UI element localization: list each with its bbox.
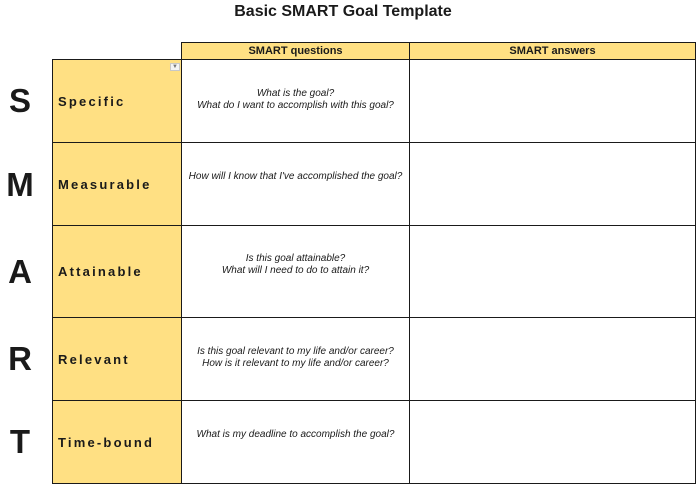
question-line-2: What will I need to do to attain it?	[221, 265, 370, 276]
question-line-1: Is this goal attainable?	[245, 253, 346, 264]
header-smart-questions: SMART questions	[181, 42, 410, 60]
smart-letter-m: M	[6, 166, 34, 203]
answer-cell-time-bound[interactable]	[409, 400, 696, 484]
answer-cell-relevant[interactable]	[409, 317, 696, 401]
label-relevant: Relevant	[52, 317, 182, 401]
chevron-down-icon[interactable]: ▼	[170, 63, 180, 71]
label-attainable: Attainable	[52, 225, 182, 318]
header-smart-answers: SMART answers	[409, 42, 696, 60]
question-line-1: What is my deadline to accomplish the goal?	[196, 429, 395, 440]
question-line-1: How will I know that I've accomplished the goal?	[188, 171, 403, 182]
label-specific: Specific	[52, 59, 182, 143]
question-cell-attainable	[181, 225, 410, 318]
question-line-1: What is the goal?	[256, 88, 335, 99]
question-cell-measurable	[181, 142, 410, 226]
question-line-2: How is it relevant to my life and/or career?	[202, 358, 389, 369]
question-cell-time-bound	[181, 400, 410, 484]
page-title: Basic SMART Goal Template	[234, 3, 452, 20]
label-measurable: Measurable	[52, 142, 182, 226]
answer-cell-measurable[interactable]	[409, 142, 696, 226]
smart-letter-a: A	[8, 253, 32, 290]
question-cell-specific	[181, 59, 410, 143]
smart-letter-r: R	[8, 340, 32, 377]
answer-cell-attainable[interactable]	[409, 225, 696, 318]
answer-cell-specific[interactable]	[409, 59, 696, 143]
smart-letter-s: S	[8, 82, 31, 119]
label-time-bound: Time-bound	[52, 400, 182, 484]
question-line-2: What do I want to accomplish with this goal?	[197, 100, 394, 111]
question-line-1: Is this goal relevant to my life and/or career?	[197, 346, 394, 357]
question-cell-relevant	[181, 317, 410, 401]
smart-letter-t: T	[9, 423, 31, 460]
